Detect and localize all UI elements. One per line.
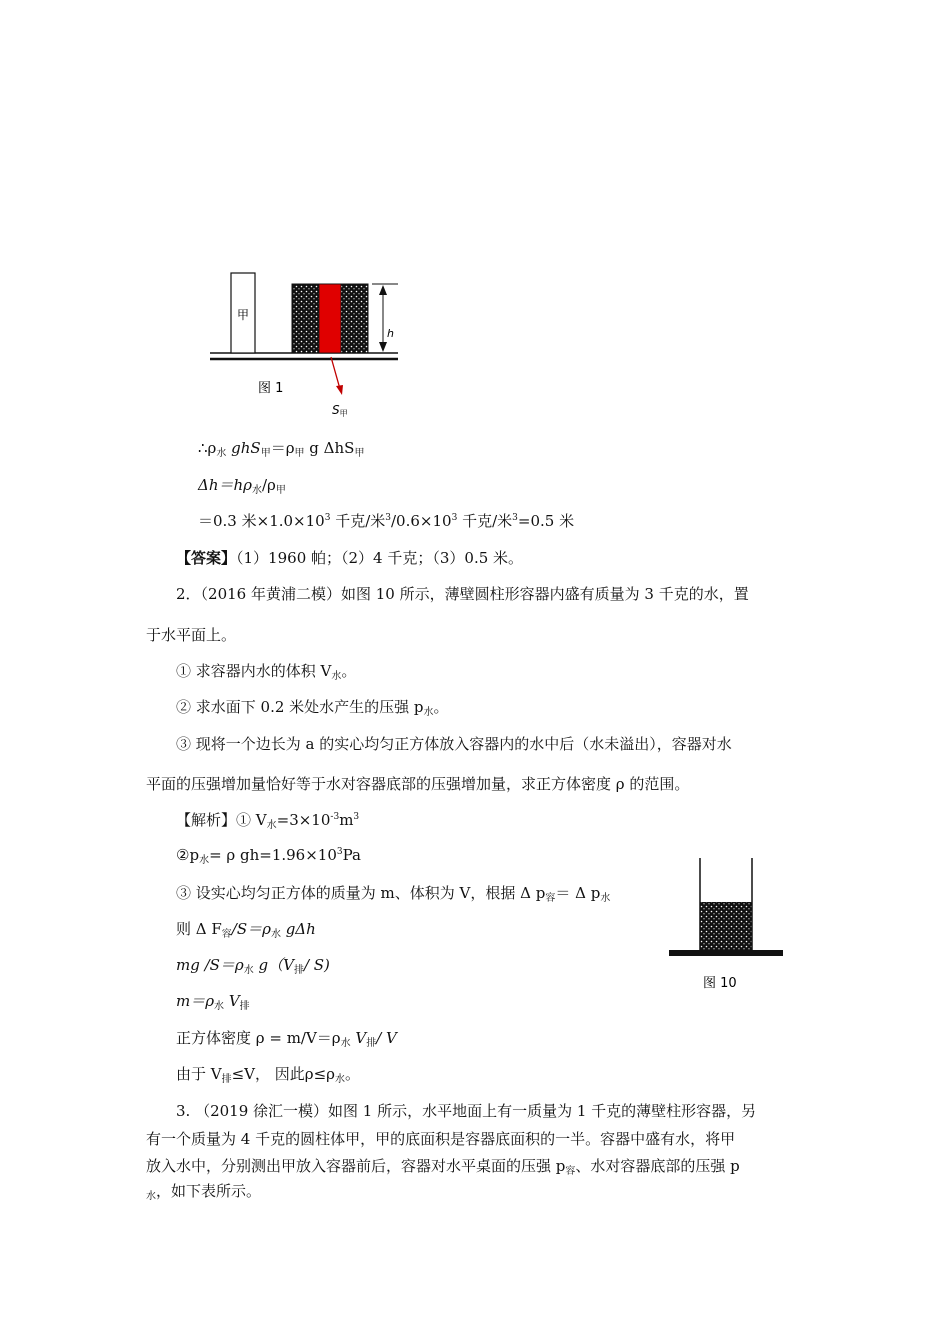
problem3-line1: 3. （2019 徐汇一模）如图 1 所示，水平地面上有一质量为 1 千克的薄壁柱形容器，另 (176, 1102, 757, 1120)
problem2-q2: ② 求水面下 0.2 米处水产生的压强 $p_水$。 (176, 698, 449, 718)
figure-1 (200, 265, 420, 425)
problem2-q1: ① 求容器内水的体积 $V_水$。 (176, 662, 357, 682)
water-fill (700, 902, 752, 950)
height-arrow-up (379, 285, 387, 295)
answer1: 【答案】（1）1960 帕；（2）4 千克；（3）0.5 米。 (176, 549, 524, 567)
problem3-line2: 有一个质量为 4 千克的圆柱体甲，甲的底面积是容器底面积的一半。容器中盛有水，将甲 (146, 1130, 736, 1148)
problem3-line4: $_水$，如下表所示。 (146, 1182, 262, 1202)
cylinder-jia-label: 甲 (236, 308, 250, 322)
analysis2-line2: $②p_水= \rho$ $gh=1.96\times 10^3Pa$ (176, 846, 361, 866)
solution1-eq3: ＝0.3 米$\times 1.0\times 10^3$ 千克/米$^3/0.6\times 10^3$ 千克/米$^3$=0.5 米 (198, 512, 575, 530)
analysis2-line8: 由于 $V_排\le V$， 因此$\rho\le\rho_水$。 (176, 1065, 360, 1085)
analysis2-line6: $m=\rho_水$ $V_排$ (176, 992, 250, 1012)
problem3-line3: 放入水中，分别测出甲放入容器前后，容器对水平桌面的压强 $p_容$、水对容器底部的压强 p (146, 1157, 740, 1177)
area-pointer-head (336, 385, 343, 395)
analysis2-line3: ③ 设实心均匀正方体的质量为 m、体积为 V，根据 Δ $p_容= \Delta$ $p_水$ (176, 884, 611, 904)
problem2-line2: 于水平面上。 (146, 626, 237, 644)
analysis2-line1: 【解析】① $V_水=3\times 10^{-3}m^3$ (176, 811, 360, 831)
figure-10 (665, 850, 790, 1000)
height-label: h (387, 327, 394, 340)
red-cylinder (319, 284, 341, 353)
height-arrow-down (379, 342, 387, 352)
problem2-q3-line2: 平面的压强增加量恰好等于水对容器底部的压强增加量，求正方体密度 ρ 的范围。 (146, 775, 690, 793)
solution1-eq1: $\therefore\rho_水$ $ghS_甲=\rho_甲$ g ΔhS$_甲$ (198, 439, 365, 459)
problem2-q3-line1: ③ 现将一个边长为 a 的实心均匀正方体放入容器内的水中后（水未溢出），容器对水 (176, 735, 732, 753)
figure-10-caption: 图 10 (703, 976, 737, 991)
solution1-eq2: $\Delta h=h\rho_水/\rho_甲$ (198, 476, 286, 496)
problem2-line1: 2．（2016 年黄浦二模）如图 10 所示，薄壁圆柱形容器内盛有质量为 3 千克的水，置 (176, 585, 749, 603)
base-plate (669, 950, 783, 956)
area-pointer-line (331, 357, 340, 389)
figure-1-caption: 图 1 (258, 381, 284, 396)
analysis2-line5: mg $/S=\rho_水$ $g(V_排/$ S) (176, 956, 330, 976)
area-label: S甲 (332, 403, 348, 418)
analysis2-line7: 正方体密度 $\rho = m/V=\rho_水$ $V_排/$ V (176, 1029, 397, 1049)
analysis2-line4: 则 Δ $F_容/S=\rho_水$ gΔh (176, 920, 316, 940)
